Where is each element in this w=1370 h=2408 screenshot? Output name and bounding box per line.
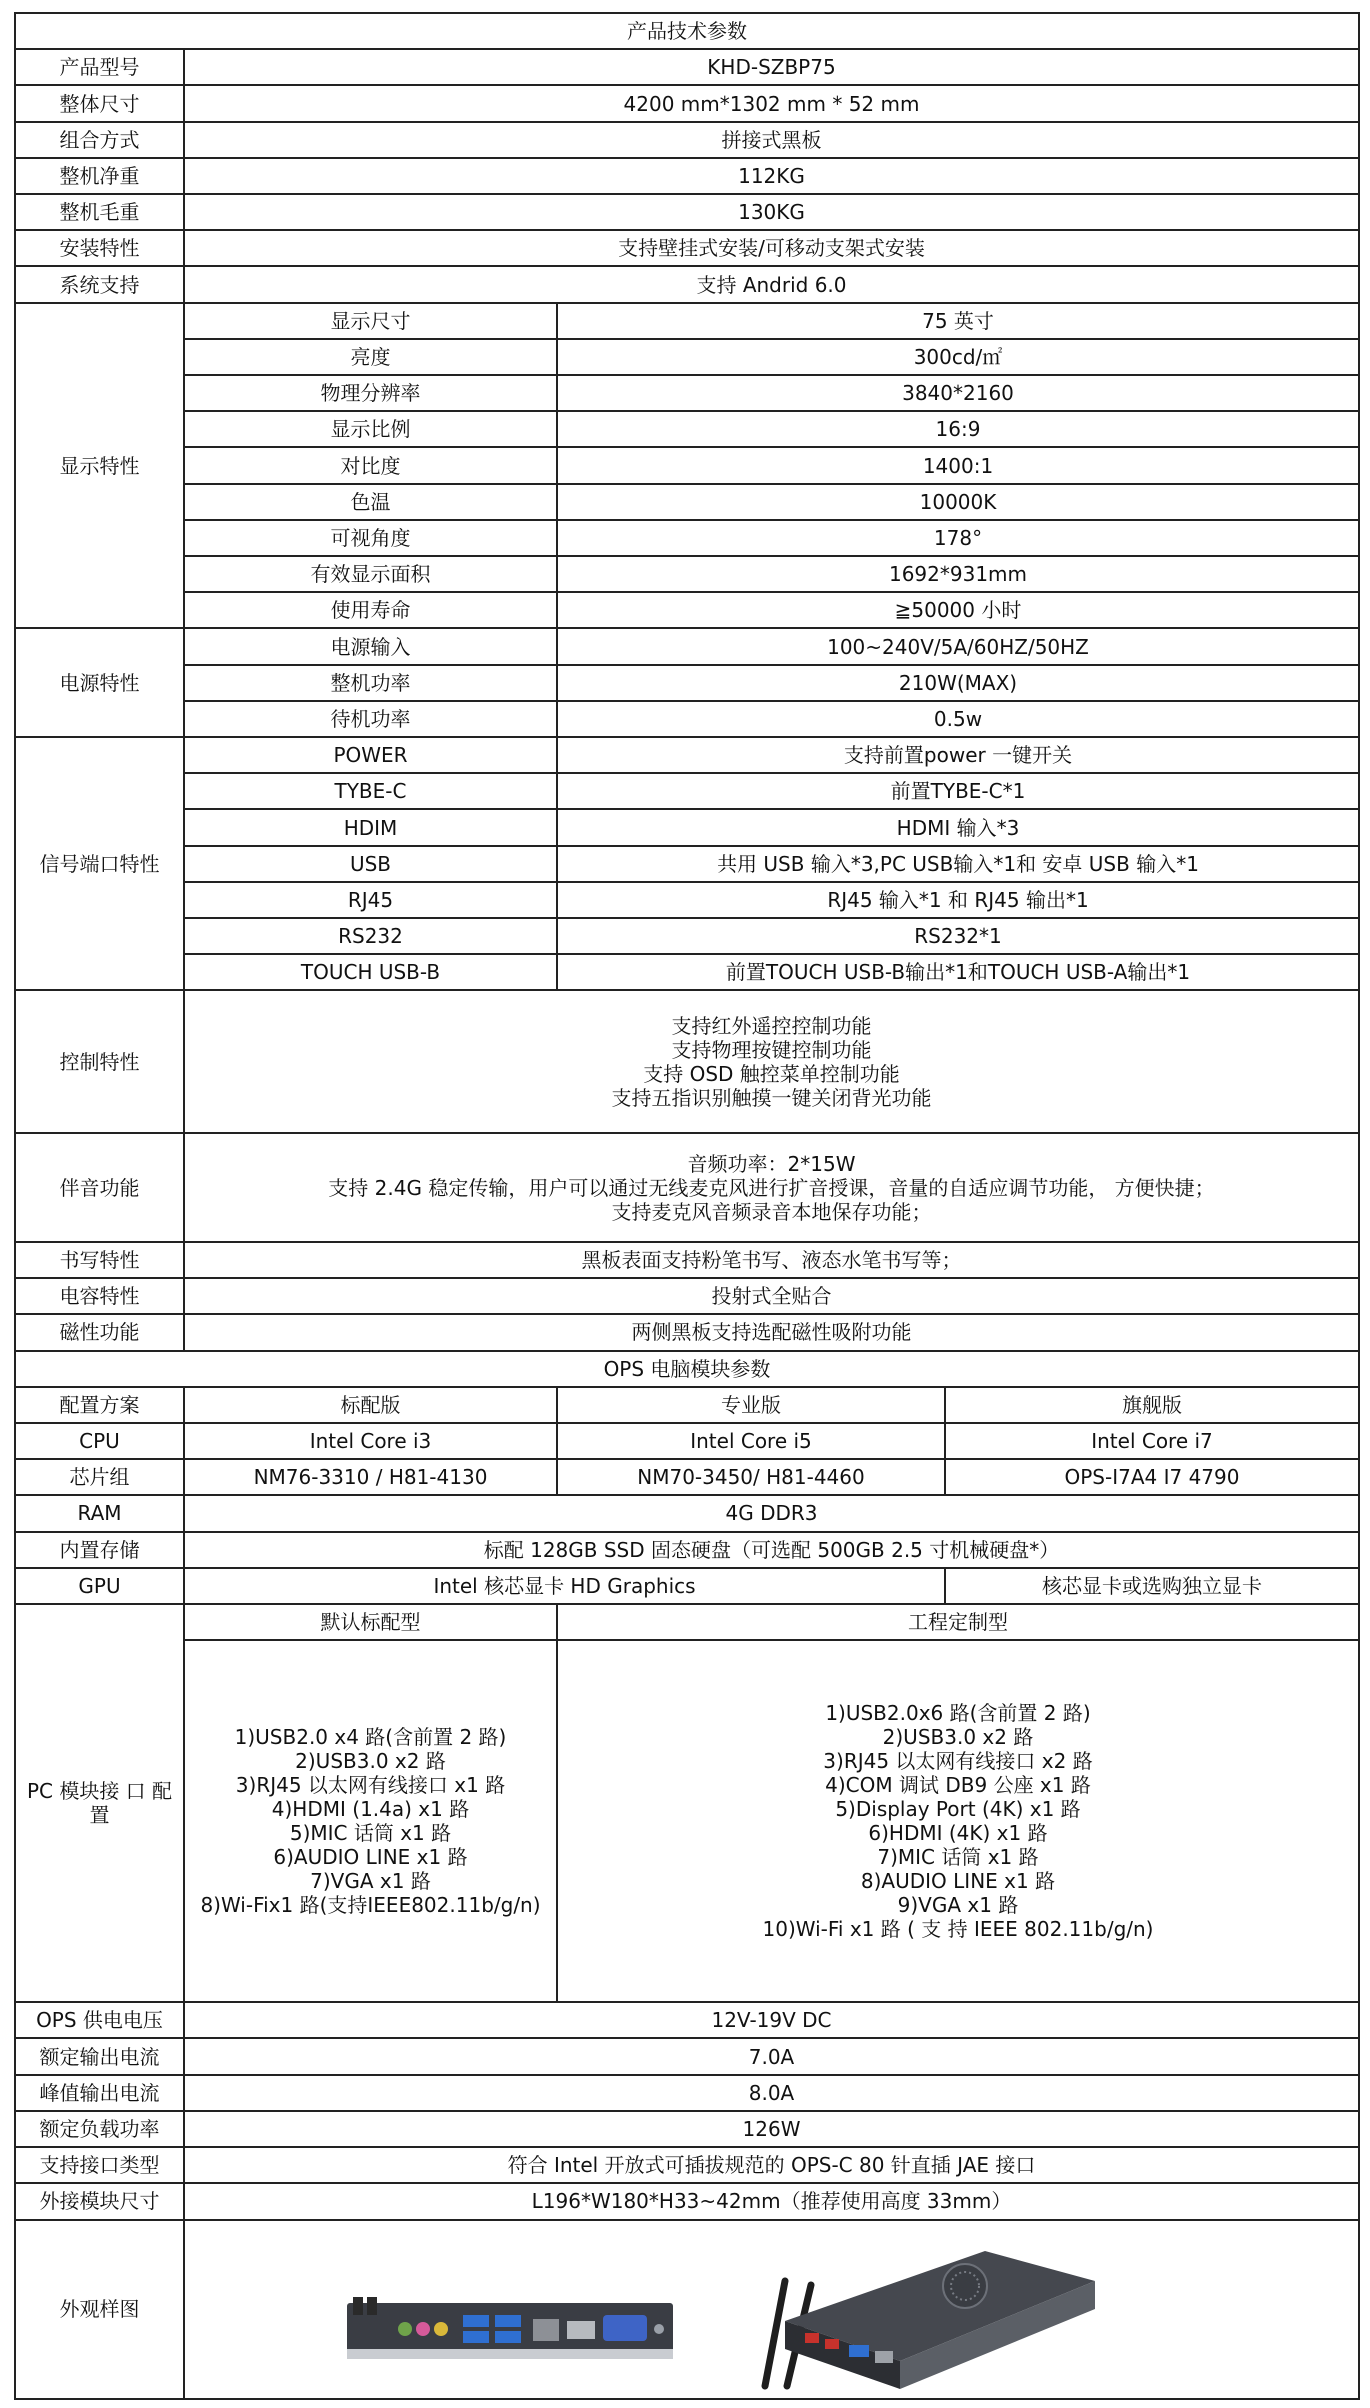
group-label-power: 电源特性 — [15, 628, 184, 737]
chipset-value: NM70-3450/ H81-4460 — [557, 1459, 945, 1495]
row-value: 支持壁挂式安装/可移动支架式安装 — [184, 230, 1359, 266]
port-item-name: RS232 — [184, 918, 557, 954]
power-item-name: 待机功率 — [184, 701, 557, 737]
group-label-display: 显示特性 — [15, 303, 184, 629]
row-label: 组合方式 — [15, 122, 184, 158]
group-label-control: 控制特性 — [15, 990, 184, 1133]
interface-item: 3)RJ45 以太网有线接口 x2 路 — [823, 1749, 1093, 1774]
row-value: 12V-19V DC — [184, 2002, 1359, 2038]
row-value: KHD-SZBP75 — [184, 49, 1359, 85]
row-value: 126W — [184, 2111, 1359, 2147]
cpu-value: Intel Core i5 — [557, 1423, 945, 1459]
audio-line: 音频功率：2*15W — [687, 1151, 856, 1176]
ops-module-front-image — [345, 2293, 675, 2361]
interface-item: 3)RJ45 以太网有线接口 x1 路 — [235, 1773, 506, 1798]
port-item-name: POWER — [184, 737, 557, 773]
row-value: 112KG — [184, 158, 1359, 194]
display-item-value: 3840*2160 — [557, 375, 1359, 411]
row-label: GPU — [15, 1568, 184, 1604]
port-item-value: 前置TOUCH USB-B输出*1和TOUCH USB-A输出*1 — [557, 954, 1359, 990]
group-label-interfaces: PC 模块接 口 配置 — [15, 1604, 184, 2002]
interface-item: 4)HDMI (1.4a) x1 路 — [271, 1797, 470, 1822]
section-title-product: 产品技术参数 — [15, 13, 1359, 49]
interface-item: 1)USB2.0x6 路(含前置 2 路) — [825, 1701, 1091, 1726]
display-item-value: ≧50000 小时 — [557, 592, 1359, 628]
row-value: 标配 128GB SSD 固态硬盘（可选配 500GB 2.5 寸机械硬盘*） — [184, 1532, 1359, 1568]
row-label: 支持接口类型 — [15, 2147, 184, 2183]
interface-item: 8)AUDIO LINE x1 路 — [860, 1869, 1056, 1894]
power-item-name: 电源输入 — [184, 628, 557, 664]
row-label: 额定输出电流 — [15, 2038, 184, 2074]
interface-item: 5)MIC 话筒 x1 路 — [289, 1821, 452, 1846]
port-item-value: RS232*1 — [557, 918, 1359, 954]
chipset-value: NM76-3310 / H81-4130 — [184, 1459, 557, 1495]
power-item-name: 整机功率 — [184, 665, 557, 701]
row-label: CPU — [15, 1423, 184, 1459]
config-value: 标配版 — [184, 1387, 557, 1423]
display-item-name: 物理分辨率 — [184, 375, 557, 411]
display-item-value: 1692*931mm — [557, 556, 1359, 592]
interface-item: 4)COM 调试 DB9 公座 x1 路 — [825, 1773, 1091, 1798]
control-lines — [184, 990, 1359, 1133]
row-value: 8.0A — [184, 2075, 1359, 2111]
row-label: 配置方案 — [15, 1387, 184, 1423]
display-item-value: 1400:1 — [557, 447, 1359, 483]
port-item-value: 支持前置power 一键开关 — [557, 737, 1359, 773]
display-item-name: 对比度 — [184, 447, 557, 483]
audio-line: 支持 2.4G 稳定传输，用户可以通过无线麦克风进行扩音授课，音量的自适应调节功能， 方便快捷； — [328, 1175, 1215, 1200]
interface-item: 5)Display Port (4K) x1 路 — [835, 1797, 1081, 1822]
row-label: 整机净重 — [15, 158, 184, 194]
display-item-name: 有效显示面积 — [184, 556, 557, 592]
interface-item: 6)AUDIO LINE x1 路 — [273, 1845, 468, 1870]
row-label: 芯片组 — [15, 1459, 184, 1495]
row-label: 峰值输出电流 — [15, 2075, 184, 2111]
spec-sheet — [14, 12, 1358, 2400]
row-label: RAM — [15, 1495, 184, 1531]
config-value: 旗舰版 — [945, 1387, 1359, 1423]
interface-item: 7)MIC 话筒 x1 路 — [877, 1845, 1039, 1870]
appearance-images — [184, 2220, 1359, 2400]
interface-item: 10)Wi-Fi x1 路 ( 支 持 IEEE 802.11b/g/n) — [762, 1917, 1154, 1942]
port-item-value: HDMI 输入*3 — [557, 809, 1359, 845]
row-label: 磁性功能 — [15, 1314, 184, 1350]
spec-table — [14, 12, 1360, 2400]
port-item-value: 共用 USB 输入*3,PC USB输入*1和 安卓 USB 输入*1 — [557, 846, 1359, 882]
display-item-value: 10000K — [557, 484, 1359, 520]
row-value: 符合 Intel 开放式可插拔规范的 OPS-C 80 针直插 JAE 接口 — [184, 2147, 1359, 2183]
row-value: 两侧黑板支持选配磁性吸附功能 — [184, 1314, 1359, 1350]
ops-module-angled-image — [725, 2241, 1105, 2391]
audio-line: 支持麦克风音频录音本地保存功能； — [611, 1199, 932, 1224]
port-item-name: HDIM — [184, 809, 557, 845]
power-item-value: 0.5w — [557, 701, 1359, 737]
group-label-audio: 伴音功能 — [15, 1133, 184, 1242]
row-label: 产品型号 — [15, 49, 184, 85]
control-line: 支持五指识别触摸一键关闭背光功能 — [611, 1085, 932, 1110]
port-item-name: USB — [184, 846, 557, 882]
cpu-value: Intel Core i7 — [945, 1423, 1359, 1459]
row-value: 拼接式黑板 — [184, 122, 1359, 158]
interfaces-standard-title: 默认标配型 — [184, 1604, 557, 1640]
interface-item: 8)Wi-Fix1 路(支持IEEE802.11b/g/n) — [200, 1893, 541, 1918]
interface-item: 2)USB3.0 x2 路 — [295, 1749, 446, 1774]
display-item-name: 使用寿命 — [184, 592, 557, 628]
row-value: 支持 Andrid 6.0 — [184, 266, 1359, 302]
display-item-name: 显示比例 — [184, 411, 557, 447]
row-label: 系统支持 — [15, 266, 184, 302]
config-value: 专业版 — [557, 1387, 945, 1423]
display-item-name: 亮度 — [184, 339, 557, 375]
interfaces-custom-title: 工程定制型 — [557, 1604, 1359, 1640]
cpu-value: Intel Core i3 — [184, 1423, 557, 1459]
row-value: 130KG — [184, 194, 1359, 230]
row-value: 4G DDR3 — [184, 1495, 1359, 1531]
row-label: 整机毛重 — [15, 194, 184, 230]
display-item-name: 色温 — [184, 484, 557, 520]
port-item-name: TOUCH USB-B — [184, 954, 557, 990]
photo-area — [185, 2221, 1358, 2399]
audio-lines — [184, 1133, 1359, 1242]
row-label: 书写特性 — [15, 1242, 184, 1278]
control-line: 支持物理按键控制功能 — [671, 1037, 872, 1062]
row-label: 额定负载功率 — [15, 2111, 184, 2147]
display-item-name: 可视角度 — [184, 520, 557, 556]
interface-item: 2)USB3.0 x2 路 — [882, 1725, 1034, 1750]
row-label: 外接模块尺寸 — [15, 2183, 184, 2219]
display-item-value: 16:9 — [557, 411, 1359, 447]
display-item-value: 75 英寸 — [557, 303, 1359, 339]
interfaces-custom-list — [557, 1640, 1359, 2002]
display-item-value: 178° — [557, 520, 1359, 556]
row-value: L196*W180*H33~42mm（推荐使用高度 33mm） — [184, 2183, 1359, 2219]
gpu-value: Intel 核芯显卡 HD Graphics — [184, 1568, 945, 1604]
section-title-ops: OPS 电脑模块参数 — [15, 1351, 1359, 1387]
port-item-name: TYBE-C — [184, 773, 557, 809]
display-item-value: 300cd/㎡ — [557, 339, 1359, 375]
row-label: 安装特性 — [15, 230, 184, 266]
interface-item: 6)HDMI (4K) x1 路 — [868, 1821, 1048, 1846]
control-line: 支持红外遥控控制功能 — [671, 1013, 872, 1038]
power-item-value: 100~240V/5A/60HZ/50HZ — [557, 628, 1359, 664]
port-item-name: RJ45 — [184, 882, 557, 918]
chipset-value: OPS-I7A4 I7 4790 — [945, 1459, 1359, 1495]
row-value: 7.0A — [184, 2038, 1359, 2074]
port-item-value: RJ45 输入*1 和 RJ45 输出*1 — [557, 882, 1359, 918]
interfaces-standard-list — [184, 1640, 557, 2002]
row-label: 内置存储 — [15, 1532, 184, 1568]
row-value: 黑板表面支持粉笔书写、液态水笔书写等； — [184, 1242, 1359, 1278]
port-item-value: 前置TYBE-C*1 — [557, 773, 1359, 809]
row-label: 整体尺寸 — [15, 85, 184, 121]
control-line: 支持 OSD 触控菜单控制功能 — [643, 1061, 900, 1086]
row-value: 4200 mm*1302 mm * 52 mm — [184, 85, 1359, 121]
display-item-name: 显示尺寸 — [184, 303, 557, 339]
row-label: 外观样图 — [15, 2220, 184, 2400]
interface-item: 1)USB2.0 x4 路(含前置 2 路) — [234, 1725, 507, 1750]
interface-item: 9)VGA x1 路 — [897, 1893, 1019, 1918]
row-value: 投射式全贴合 — [184, 1278, 1359, 1314]
group-label-ports: 信号端口特性 — [15, 737, 184, 990]
row-label: OPS 供电电压 — [15, 2002, 184, 2038]
interface-item: 7)VGA x1 路 — [310, 1869, 431, 1894]
row-label: 电容特性 — [15, 1278, 184, 1314]
power-item-value: 210W(MAX) — [557, 665, 1359, 701]
gpu-value: 核芯显卡或选购独立显卡 — [945, 1568, 1359, 1604]
